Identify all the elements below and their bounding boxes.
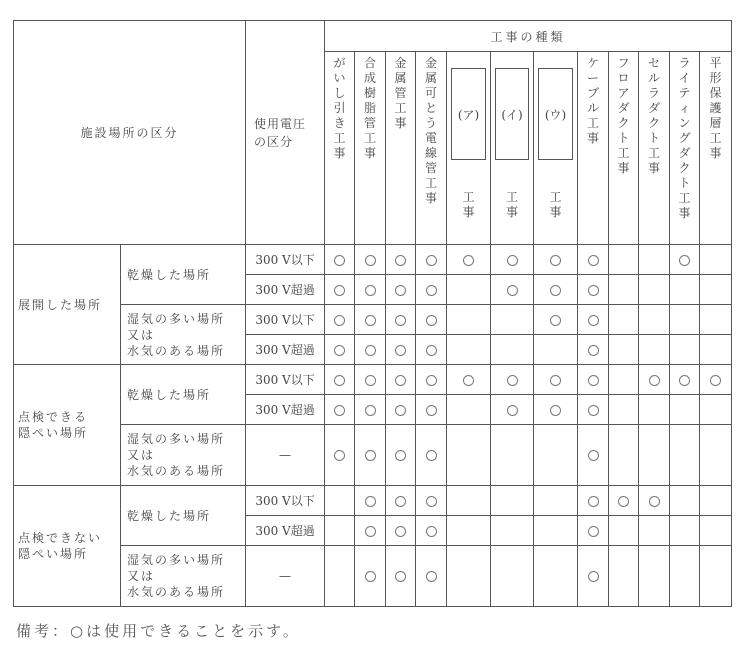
column-header-11 <box>670 52 700 245</box>
mark-cell <box>355 516 386 546</box>
allowed-circle-icon <box>426 526 437 537</box>
allowed-circle-icon <box>426 375 437 386</box>
mark-cell <box>491 516 534 546</box>
mark-cell <box>325 546 355 607</box>
allowed-circle-icon <box>334 405 345 416</box>
allowed-circle-icon <box>588 526 599 537</box>
mark-cell <box>609 516 639 546</box>
mark-cell <box>534 335 578 365</box>
column-header-label: 金属管工事 <box>394 56 407 130</box>
allowed-circle-icon <box>588 255 599 266</box>
mark-cell <box>355 305 386 335</box>
mark-cell <box>670 395 700 425</box>
mark-cell <box>325 335 355 365</box>
mark-cell <box>534 305 578 335</box>
mark-cell <box>355 335 386 365</box>
mark-cell <box>447 395 491 425</box>
mark-cell <box>416 335 447 365</box>
mark-cell <box>491 395 534 425</box>
answer-blank-box: (イ) <box>495 68 529 160</box>
column-suffix <box>491 186 533 221</box>
column-header-2 <box>355 52 386 245</box>
allowed-circle-icon <box>463 375 474 386</box>
mark-cell <box>416 275 447 305</box>
mark-cell <box>325 365 355 395</box>
mark-cell <box>534 395 578 425</box>
allowed-circle-icon <box>426 571 437 582</box>
allowed-circle-icon <box>365 571 376 582</box>
allowed-circle-icon <box>365 496 376 507</box>
voltage-cell: 300 V以下 <box>246 486 325 516</box>
mark-cell <box>639 335 670 365</box>
mark-cell <box>609 546 639 607</box>
mark-cell <box>447 546 491 607</box>
mark-cell <box>386 245 416 275</box>
table-row <box>14 365 732 395</box>
condition-label: 乾燥した場所 <box>127 508 212 523</box>
mark-cell <box>416 395 447 425</box>
place-label: 展開した場所 <box>18 297 103 312</box>
allowed-circle-icon <box>426 255 437 266</box>
allowed-circle-icon <box>426 285 437 296</box>
mark-cell <box>578 486 609 516</box>
mark-cell <box>534 516 578 546</box>
mark-cell <box>447 486 491 516</box>
allowed-circle-icon <box>334 450 345 461</box>
table-row <box>14 305 732 335</box>
column-header-label: 合成樹脂管工事 <box>364 56 377 160</box>
allowed-circle-icon <box>334 315 345 326</box>
column-header-7 <box>534 52 578 245</box>
allowed-circle-icon <box>550 315 561 326</box>
mark-cell <box>491 275 534 305</box>
mark-cell <box>325 516 355 546</box>
mark-cell <box>578 516 609 546</box>
blank-column-wrapper <box>534 52 577 244</box>
allowed-circle-icon <box>618 496 629 507</box>
mark-cell <box>609 245 639 275</box>
allowed-circle-icon <box>588 285 599 296</box>
mark-cell <box>534 365 578 395</box>
mark-cell <box>700 425 732 486</box>
column-suffix-text: 工事 <box>506 190 519 219</box>
allowed-circle-icon <box>588 571 599 582</box>
mark-cell <box>609 486 639 516</box>
mark-cell <box>670 305 700 335</box>
allowed-circle-icon <box>588 450 599 461</box>
allowed-circle-icon <box>649 496 660 507</box>
table-row <box>14 425 732 486</box>
mark-cell <box>447 275 491 305</box>
column-header-3 <box>386 52 416 245</box>
mark-cell <box>534 245 578 275</box>
mark-cell <box>700 365 732 395</box>
allowed-circle-icon <box>550 375 561 386</box>
condition-label: 乾燥した場所 <box>127 387 212 402</box>
place-category-header: 施設場所の区分 <box>14 21 246 245</box>
mark-cell <box>355 365 386 395</box>
blank-column-wrapper <box>491 52 533 244</box>
allowed-circle-icon <box>507 285 518 296</box>
mark-cell <box>355 395 386 425</box>
mark-cell <box>386 546 416 607</box>
mark-cell <box>416 305 447 335</box>
mark-cell <box>578 425 609 486</box>
allowed-circle-icon <box>334 285 345 296</box>
condition-label-line3: 水気のある場所 <box>127 464 226 478</box>
condition-cell <box>121 425 246 486</box>
mark-cell <box>534 486 578 516</box>
allowed-circle-icon <box>426 345 437 356</box>
column-header-6 <box>491 52 534 245</box>
mark-cell <box>447 305 491 335</box>
mark-cell <box>325 395 355 425</box>
condition-label-line1: 湿気の多い場所 <box>127 553 226 567</box>
allowed-circle-icon <box>426 496 437 507</box>
voltage-cell: — <box>246 425 325 486</box>
condition-cell <box>121 305 246 365</box>
mark-cell <box>578 305 609 335</box>
mark-cell <box>325 245 355 275</box>
mark-cell <box>700 245 732 275</box>
mark-cell <box>700 335 732 365</box>
column-header-10 <box>639 52 670 245</box>
mark-cell <box>609 425 639 486</box>
mark-cell <box>578 335 609 365</box>
mark-cell <box>355 245 386 275</box>
condition-label-line2: 又は <box>127 327 156 342</box>
column-header-label: ケーブル工事 <box>587 56 600 145</box>
allowed-circle-icon <box>588 315 599 326</box>
mark-cell <box>670 486 700 516</box>
allowed-circle-icon <box>426 315 437 326</box>
allowed-circle-icon <box>395 285 406 296</box>
allowed-circle-icon <box>334 255 345 266</box>
condition-label-line2: 又は <box>127 569 156 583</box>
allowed-circle-icon <box>395 496 406 507</box>
mark-cell <box>416 486 447 516</box>
mark-cell <box>325 425 355 486</box>
allowed-circle-icon <box>395 375 406 386</box>
mark-cell <box>386 305 416 335</box>
mark-cell <box>416 365 447 395</box>
mark-cell <box>670 546 700 607</box>
mark-cell <box>609 395 639 425</box>
allowed-circle-icon <box>710 375 721 386</box>
column-header-9 <box>609 52 639 245</box>
mark-cell <box>578 546 609 607</box>
condition-cell <box>121 486 246 546</box>
allowed-circle-icon <box>588 496 599 507</box>
mark-cell <box>386 516 416 546</box>
allowed-circle-icon <box>334 375 345 386</box>
mark-cell <box>491 335 534 365</box>
mark-cell <box>355 425 386 486</box>
mark-cell <box>700 275 732 305</box>
mark-cell <box>386 425 416 486</box>
allowed-circle-icon <box>588 405 599 416</box>
voltage-cell: 300 V超過 <box>246 335 325 365</box>
mark-cell <box>578 275 609 305</box>
place-category-cell <box>14 365 121 486</box>
allowed-circle-icon <box>365 345 376 356</box>
work-type-group-header: 工事の種類 <box>325 21 732 52</box>
voltage-category-header <box>246 21 325 245</box>
mark-cell <box>700 395 732 425</box>
column-header-8 <box>578 52 609 245</box>
table-row <box>14 546 732 607</box>
condition-cell <box>121 245 246 305</box>
allowed-circle-icon <box>463 255 474 266</box>
allowed-circle-icon <box>365 315 376 326</box>
mark-cell <box>355 486 386 516</box>
mark-cell <box>670 275 700 305</box>
voltage-cell: — <box>246 546 325 607</box>
mark-cell <box>386 335 416 365</box>
allowed-circle-icon <box>395 315 406 326</box>
mark-cell <box>416 245 447 275</box>
column-suffix <box>534 186 577 221</box>
mark-cell <box>639 365 670 395</box>
column-header-label: セルラダクト工事 <box>648 56 661 175</box>
allowed-circle-icon <box>679 375 690 386</box>
voltage-cell: 300 V以下 <box>246 365 325 395</box>
mark-cell <box>609 275 639 305</box>
mark-cell <box>609 335 639 365</box>
column-suffix-text: 工事 <box>549 190 562 219</box>
allowed-circle-icon <box>426 450 437 461</box>
wiring-method-table <box>13 20 732 607</box>
mark-cell <box>670 425 700 486</box>
mark-cell <box>416 516 447 546</box>
place-label-line2: 隠ぺい場所 <box>18 547 89 561</box>
mark-cell <box>491 546 534 607</box>
mark-cell <box>670 365 700 395</box>
column-header-label: フロアダクト工事 <box>617 56 630 175</box>
column-suffix-text: 工事 <box>462 190 475 219</box>
allowed-circle-icon <box>365 255 376 266</box>
allowed-circle-icon <box>395 345 406 356</box>
column-header-12 <box>700 52 732 245</box>
mark-cell <box>355 275 386 305</box>
mark-cell <box>386 486 416 516</box>
place-label-line1: 点検できる <box>18 410 89 424</box>
mark-cell <box>386 395 416 425</box>
allowed-circle-icon <box>507 255 518 266</box>
mark-cell <box>386 275 416 305</box>
mark-cell <box>534 275 578 305</box>
condition-label-line2: 又は <box>127 448 156 462</box>
allowed-circle-icon <box>395 571 406 582</box>
condition-cell <box>121 546 246 607</box>
mark-cell <box>325 486 355 516</box>
allowed-circle-icon <box>649 375 660 386</box>
allowed-circle-icon <box>426 405 437 416</box>
allowed-circle-icon <box>334 345 345 356</box>
mark-cell <box>639 275 670 305</box>
mark-cell <box>447 335 491 365</box>
mark-cell <box>534 546 578 607</box>
mark-cell <box>325 275 355 305</box>
allowed-circle-icon <box>395 526 406 537</box>
voltage-cell: 300 V以下 <box>246 305 325 335</box>
mark-cell <box>670 245 700 275</box>
mark-cell <box>670 335 700 365</box>
condition-cell <box>121 365 246 425</box>
mark-cell <box>416 546 447 607</box>
answer-blank-box: (ウ) <box>538 68 573 160</box>
blank-column-wrapper <box>447 52 490 244</box>
voltage-cell: 300 V超過 <box>246 516 325 546</box>
voltage-cell: 300 V超過 <box>246 275 325 305</box>
mark-cell <box>447 425 491 486</box>
allowed-circle-icon <box>550 285 561 296</box>
allowed-circle-icon <box>507 375 518 386</box>
mark-cell <box>578 245 609 275</box>
table-header <box>14 21 732 245</box>
mark-cell <box>700 546 732 607</box>
table-row <box>14 245 732 275</box>
allowed-circle-icon <box>550 405 561 416</box>
allowed-circle-icon <box>365 285 376 296</box>
table-row <box>14 486 732 516</box>
mark-cell <box>639 305 670 335</box>
mark-cell <box>355 546 386 607</box>
allowed-circle-icon <box>679 255 690 266</box>
column-header-5 <box>447 52 491 245</box>
mark-cell <box>491 245 534 275</box>
allowed-circle-icon <box>588 375 599 386</box>
mark-cell <box>491 425 534 486</box>
mark-cell <box>491 305 534 335</box>
mark-cell <box>386 365 416 395</box>
mark-cell <box>534 425 578 486</box>
column-header-label: 平形保護層工事 <box>709 56 722 160</box>
mark-cell <box>609 365 639 395</box>
place-label-line1: 点検できない <box>18 531 103 545</box>
column-header-4 <box>416 52 447 245</box>
mark-cell <box>447 365 491 395</box>
mark-cell <box>609 305 639 335</box>
voltage-cell: 300 V以下 <box>246 245 325 275</box>
table-body <box>14 245 732 607</box>
mark-cell <box>700 305 732 335</box>
mark-cell <box>447 516 491 546</box>
column-header-label: ライティングダクト工事 <box>678 56 691 220</box>
allowed-circle-icon <box>507 405 518 416</box>
mark-cell <box>639 516 670 546</box>
condition-label: 乾燥した場所 <box>127 267 212 282</box>
mark-cell <box>416 425 447 486</box>
place-label-line2: 隠ぺい場所 <box>18 426 89 440</box>
mark-cell <box>491 365 534 395</box>
footnote: 備考：○は使用できることを示す。 <box>16 622 301 640</box>
mark-cell <box>639 245 670 275</box>
column-header-label: がいし引き工事 <box>333 56 346 160</box>
condition-label-line1: 湿気の多い場所 <box>127 311 226 326</box>
column-header-label: 金属可とう電線管工事 <box>425 56 438 205</box>
allowed-circle-icon <box>365 405 376 416</box>
allowed-circle-icon <box>395 255 406 266</box>
allowed-circle-icon <box>550 255 561 266</box>
condition-label-line3: 水気のある場所 <box>127 585 226 599</box>
column-header-1 <box>325 52 355 245</box>
allowed-circle-icon <box>365 375 376 386</box>
voltage-cell: 300 V超過 <box>246 395 325 425</box>
mark-cell <box>578 365 609 395</box>
allowed-circle-icon <box>365 526 376 537</box>
allowed-circle-icon <box>588 345 599 356</box>
place-category-cell <box>14 245 121 365</box>
mark-cell <box>578 395 609 425</box>
allowed-circle-icon <box>395 450 406 461</box>
mark-cell <box>700 516 732 546</box>
voltage-header-line2: の区分 <box>254 134 294 149</box>
mark-cell <box>639 486 670 516</box>
mark-cell <box>639 425 670 486</box>
place-category-cell <box>14 486 121 607</box>
voltage-header-line1: 使用電圧 <box>254 116 307 131</box>
allowed-circle-icon <box>395 405 406 416</box>
mark-cell <box>447 245 491 275</box>
mark-cell <box>325 305 355 335</box>
column-suffix <box>447 186 490 221</box>
mark-cell <box>491 486 534 516</box>
mark-cell <box>639 395 670 425</box>
mark-cell <box>700 486 732 516</box>
condition-label-line3: 水気のある場所 <box>127 343 226 358</box>
mark-cell <box>670 516 700 546</box>
condition-label-line1: 湿気の多い場所 <box>127 432 226 446</box>
answer-blank-box: (ア) <box>451 68 486 160</box>
allowed-circle-icon <box>365 450 376 461</box>
mark-cell <box>639 546 670 607</box>
